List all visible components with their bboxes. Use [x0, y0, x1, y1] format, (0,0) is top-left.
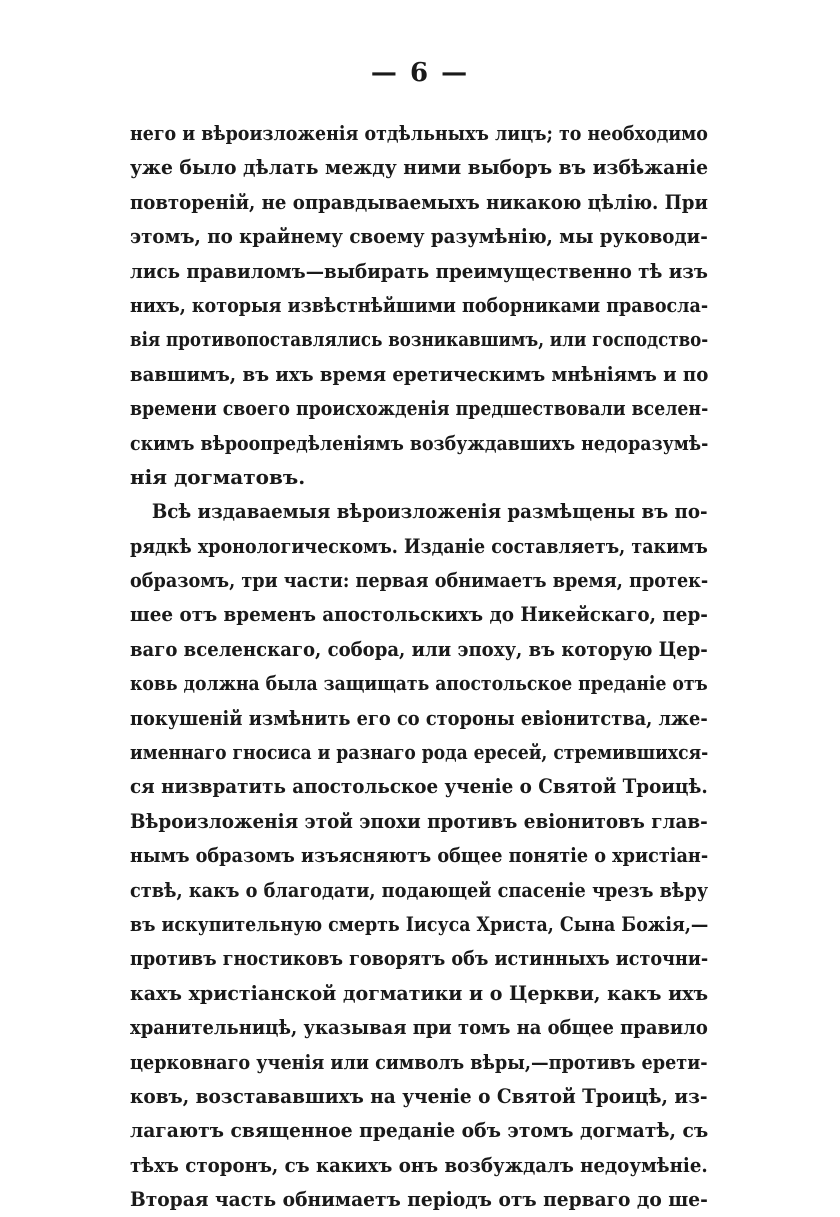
text-line: въ искупительную смерть Іисуса Христа, Сына Божія,— — [130, 911, 709, 936]
text-line: церковнаго ученія или символъ вѣры,—противъ ерети- — [130, 1049, 708, 1074]
text-line: нія догматовъ. — [130, 464, 306, 489]
text-line: ковь должна была защищать апостольское преданіе отъ — [130, 671, 708, 696]
text-line: Всѣ издаваемыя вѣроизложенія размѣщены въ по- — [151, 499, 708, 524]
text-line: Вторая часть обнимаетъ періодъ отъ перваго до ше- — [130, 1187, 708, 1212]
text-line: тѣхъ сторонъ, съ какихъ онъ возбуждалъ недоумѣніе. — [130, 1152, 708, 1177]
text-line: ковъ, возстававшихъ на ученіе о Святой Троицѣ, из- — [130, 1083, 708, 1108]
text-line: противъ гностиковъ говорятъ объ истинныхъ источни- — [130, 946, 709, 971]
text-line: уже было дѣлать между ними выборъ въ избѣжаніе — [130, 155, 709, 180]
text-line: покушеній измѣнить его со стороны евіонитства, лже- — [130, 705, 708, 730]
text-line: рядкѣ хронологическомъ. Изданіе составляетъ, такимъ — [130, 533, 708, 558]
text-line: нымъ образомъ изъясняютъ общее понятіе о христіан- — [130, 843, 709, 868]
text-line: именнаго гносиса и разнаго рода ересей, стремившихся- — [130, 740, 709, 765]
text-line: хранительницѣ, указывая при томъ на общее правило — [130, 1015, 708, 1040]
text-line: Вѣроизложенія этой эпохи противъ евіонитовъ глав- — [130, 808, 708, 833]
text-line: ствѣ, какъ о благодати, подающей спасеніе чрезъ вѣру — [130, 877, 709, 902]
text-line: образомъ, три части: первая обнимаетъ время, протек- — [130, 568, 709, 593]
text-line: ваго вселенскаго, собора, или эпоху, въ которую Цер- — [130, 636, 708, 661]
text-line: кахъ христіанской догматики и о Церкви, какъ ихъ — [130, 980, 709, 1005]
page-number: — 6 — — [370, 58, 470, 88]
text-line: времени своего происхожденія предшествовали вселен- — [130, 396, 709, 421]
text-line: вавшимъ, въ ихъ время еретическимъ мнѣніямъ и по — [130, 361, 709, 386]
text-line: нихъ, которыя извѣстнѣйшими поборниками правосла- — [130, 292, 709, 317]
text-line: ся низвратить апостольское ученіе о Святой Троицѣ. — [130, 774, 708, 799]
text-line: шее отъ временъ апостольскихъ до Никейскаго, пер- — [130, 602, 708, 627]
text-line: него и вѣроизложенія отдѣльныхъ лицъ; то необходимо — [130, 121, 708, 145]
body-text — [130, 116, 708, 1217]
text-line: этомъ, по крайнему своему разумѣнію, мы руководи- — [130, 224, 708, 249]
text-line: скимъ вѣроопредѣленіямъ возбуждавшихъ недоразумѣ- — [130, 430, 709, 455]
text-line: вія противопоставлялись возникавшимъ, или господство- — [130, 327, 709, 352]
text-line: лись правиломъ—выбирать преимущественно тѣ изъ — [130, 258, 708, 283]
text-line: повтореній, не оправдываемыхъ никакою цѣлію. При — [130, 189, 708, 214]
text-line: лагаютъ священное преданіе объ этомъ догматѣ, съ — [130, 1118, 709, 1143]
